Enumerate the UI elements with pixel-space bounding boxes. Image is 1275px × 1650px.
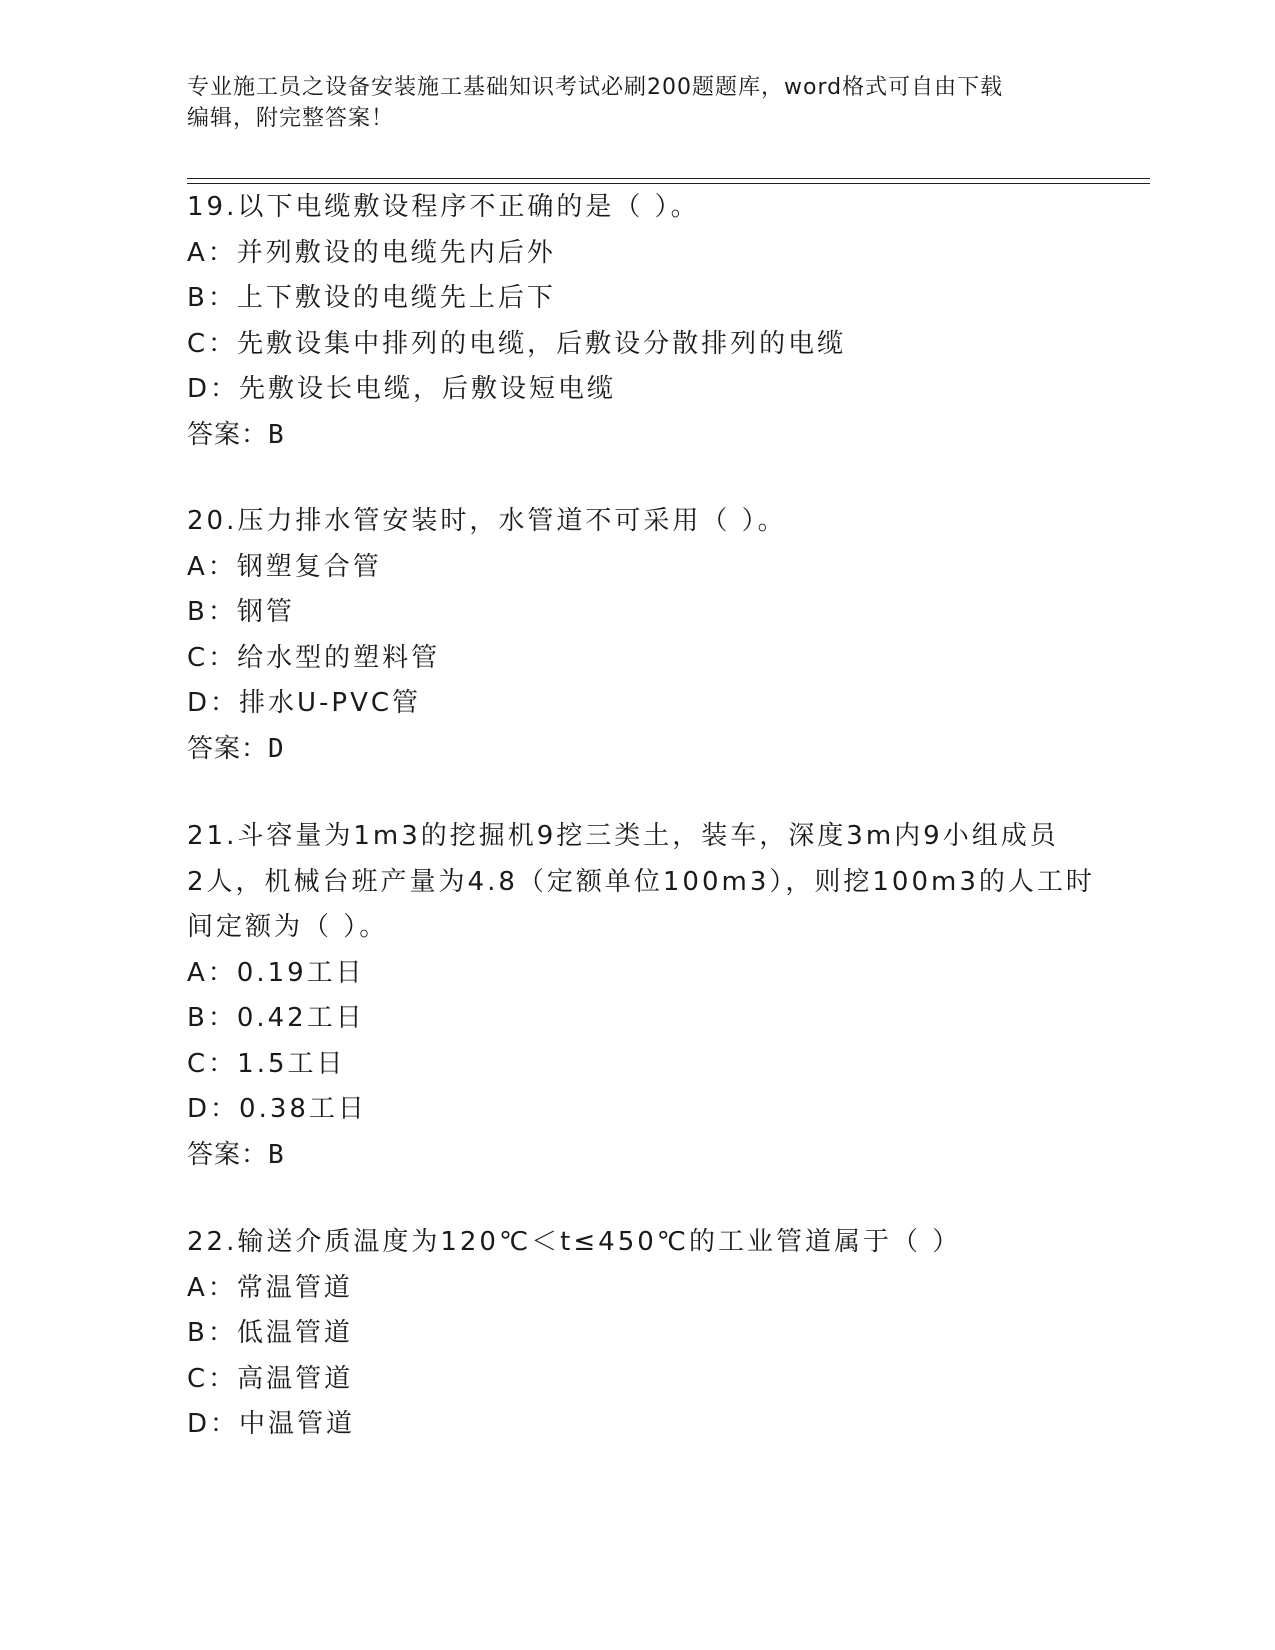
answer-line xyxy=(187,413,1067,459)
option-d: D：0.38工日 xyxy=(187,1094,367,1124)
option-a: A：并列敷设的电缆先内后外 xyxy=(187,237,556,268)
stem-line: 间定额为（ ）。 xyxy=(187,912,389,942)
option-a: A：钢塑复合管 xyxy=(187,551,382,582)
answer-line xyxy=(187,1133,1067,1179)
header-divider-top xyxy=(187,178,1150,179)
option-b: B：上下敷设的电缆先上后下 xyxy=(187,283,556,313)
stem-line: 2人，机械台班产量为4.8（定额单位100m3），则挖100m3的人工时 xyxy=(187,866,1095,897)
answer-line xyxy=(187,727,1067,773)
header-line-1: 专业施工员之设备安装施工基础知识考试必刷200题题库，word格式可自由下载 xyxy=(187,75,1004,100)
question-stem xyxy=(187,185,1067,231)
answer-value: B xyxy=(268,419,285,450)
option-c: C：高温管道 xyxy=(187,1363,354,1394)
option-b: B：低温管道 xyxy=(187,1318,353,1348)
option-a: A：常温管道 xyxy=(187,1272,353,1303)
answer-label: 答案： xyxy=(187,1139,269,1170)
option-d: D：中温管道 xyxy=(187,1409,356,1439)
stem-line: 19.以下电缆敷设程序不正确的是（ ）。 xyxy=(187,192,700,222)
option-d: D：先敷设长电缆，后敷设短电缆 xyxy=(187,374,617,404)
option-d: D：排水U-PVC管 xyxy=(187,688,422,718)
document-header xyxy=(187,72,1067,134)
header-line-2: 编辑，附完整答案！ xyxy=(187,106,395,131)
option-c: C：先敷设集中排列的电缆，后敷设分散排列的电缆 xyxy=(187,328,847,359)
question-22 xyxy=(187,1220,1067,1448)
header-divider-bottom xyxy=(187,183,1150,184)
stem-line: 20.压力排水管安装时，水管道不可采用（ ）。 xyxy=(187,506,787,536)
option-b: B：0.42工日 xyxy=(187,1003,365,1033)
answer-value: B xyxy=(268,1139,285,1170)
answer-value: D xyxy=(268,733,285,764)
option-c: C：给水型的塑料管 xyxy=(187,642,441,673)
question-stem xyxy=(187,1220,1067,1266)
answer-label: 答案： xyxy=(187,733,269,764)
stem-line: 21.斗容量为1m3的挖掘机9挖三类土，装车，深度3m内9小组成员 xyxy=(187,821,1059,851)
option-c: C：1.5工日 xyxy=(187,1048,346,1079)
answer-label: 答案： xyxy=(187,419,269,450)
question-stem xyxy=(187,499,1067,545)
stem-line: 22.输送介质温度为120℃＜t≤450℃的工业管道属于（ ） xyxy=(187,1227,962,1257)
option-b: B：钢管 xyxy=(187,597,295,627)
question-stem xyxy=(187,814,1095,951)
question-21 xyxy=(187,814,1095,1178)
question-19 xyxy=(187,185,1067,458)
option-a: A：0.19工日 xyxy=(187,957,365,988)
question-20 xyxy=(187,499,1067,772)
